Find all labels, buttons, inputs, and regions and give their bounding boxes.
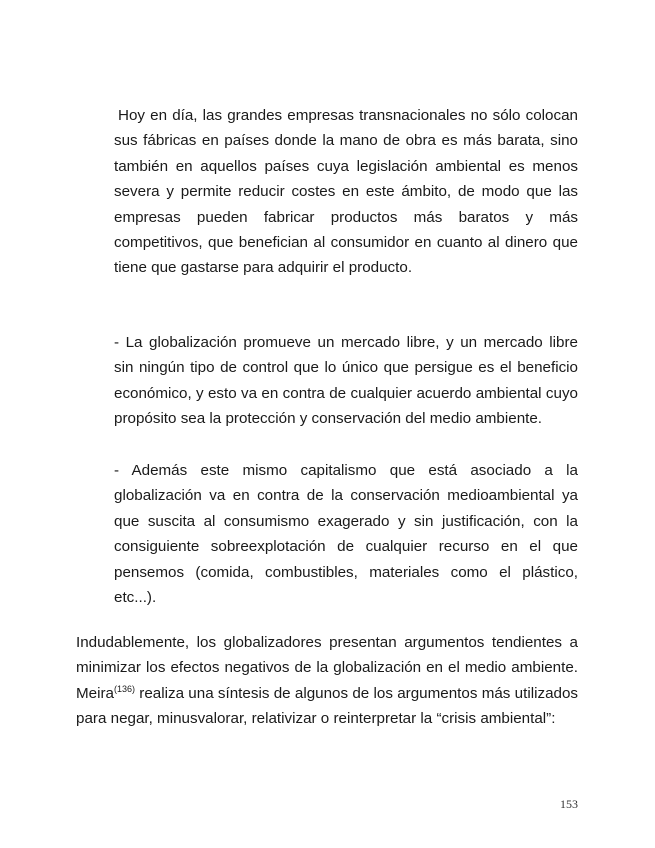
paragraph-capitalism-consumerism xyxy=(114,458,578,610)
footnote-reference: (136) xyxy=(113,683,135,694)
paragraph-globalizers-arguments xyxy=(76,630,578,732)
paragraph-text-start: Indudablemente, los globalizadores presentan argumentos tendientes a minimizar los efectos negativos de la globalización en el medio ambiente. Meira xyxy=(76,634,578,702)
paragraph-text: Hoy en día, las grandes empresas transnacionales no sólo colocan sus fábricas en países donde la mano de obra es más barata, sino también en aquellos países cuya legislación ambiental es menos severa y permite reducir costes en este ámbito, de modo que las empresas pueden fabricar productos más baratos y más competitivos, que benefician al consumidor en cuanto al dinero que tiene que gastarse para adquirir el producto. xyxy=(114,107,578,277)
paragraph-text: - Además este mismo capitalismo que está asociado a la globalización va en contra de la conservación medioambiental ya que suscita al consumismo exagerado y sin justificación, con la consiguiente sobreexplotación de cualquier recurso en el que pensemos (comida, combustibles, materiales como el plástico, etc...). xyxy=(114,462,578,607)
paragraph-text: - La globalización promueve un mercado libre, y un mercado libre sin ningún tipo de control que lo único que persigue es el beneficio económico, y esto va en contra de cualquier acuerdo ambiental cuyo propósito sea la protección y conservación del medio ambiente. xyxy=(114,334,578,428)
page-number: 153 xyxy=(560,797,578,811)
paragraph-free-market xyxy=(114,330,578,432)
paragraph-transnational-companies xyxy=(114,103,578,281)
paragraph-text-end: realiza una síntesis de algunos de los argumentos más utilizados para negar, minusvalorar, relativizar o reinterpretar la “crisis ambiental”: xyxy=(76,684,578,728)
